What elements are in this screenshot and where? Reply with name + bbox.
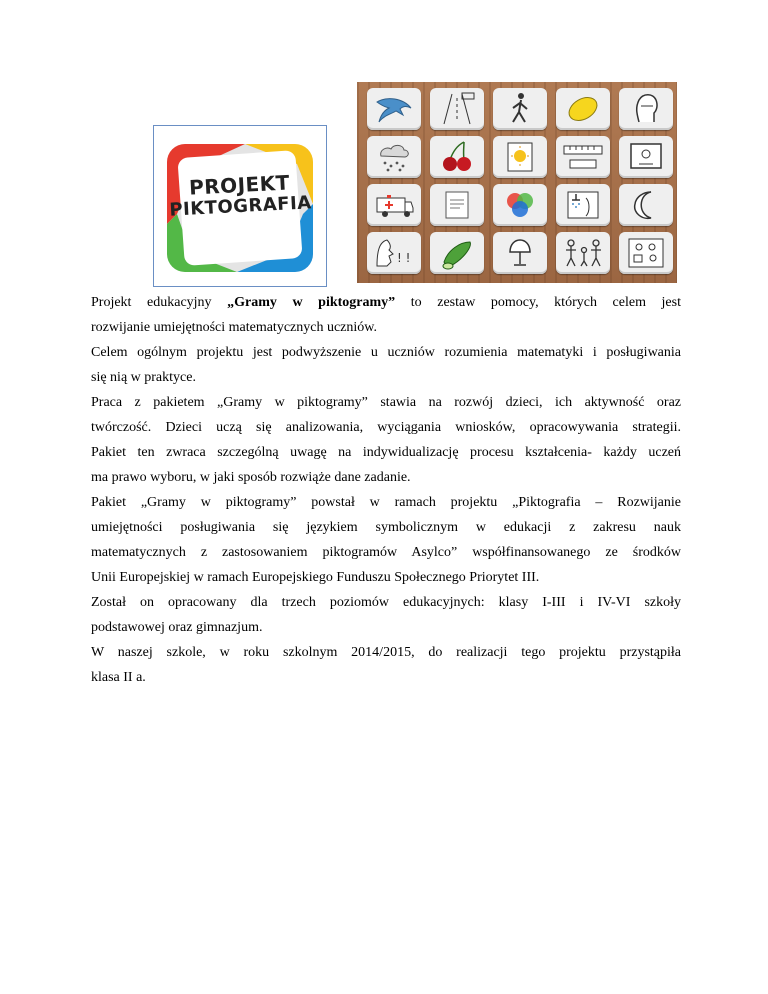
- lemon-icon: [556, 88, 610, 130]
- sunny-window-icon: [493, 136, 547, 178]
- pictogram-grid: [357, 82, 677, 283]
- paragraph-3-line-4: ma prawo wyboru, w jaki sposób rozwiąże dane zadanie.: [91, 470, 411, 485]
- paragraph-1-line-2: rozwijanie umiejętności matematycznych uczniów.: [91, 320, 377, 335]
- paragraph-4-line-1: Pakiet „Gramy w piktogramy” powstał w ramach projektu „Piktografia – Rozwijanie: [91, 495, 681, 510]
- lamp-icon: [493, 232, 547, 274]
- color-wheel-icon: [493, 184, 547, 226]
- shout-face-icon: [367, 232, 421, 274]
- dolphin-icon: [367, 88, 421, 130]
- walking-person-icon: [493, 88, 547, 130]
- projekt-piktografia-logo: [153, 125, 327, 287]
- paragraph-4-line-2: umiejętności posługiwania się językiem symbolicznym w edukacji z zakresu nauk: [91, 520, 681, 535]
- logo-card: [167, 144, 313, 272]
- paragraph-4-line-4: Unii Europejskiej w ramach Europejskiego Funduszu Społecznego Priorytet III.: [91, 570, 540, 585]
- document-body: [91, 290, 681, 690]
- paragraph-5-line-2: podstawowej oraz gimnazjum.: [91, 620, 263, 635]
- logo-line-1: PROJEKT: [188, 170, 291, 200]
- paragraph-6-line-1: W naszej szkole, w roku szkolnym 2014/2015, do realizacji tego projektu przystąpiła: [91, 645, 681, 660]
- ruler-box-icon: [556, 136, 610, 178]
- logo-text: [167, 170, 313, 222]
- road-sign-icon: [430, 88, 484, 130]
- paragraph-4-line-3: matematycznych z zastosowaniem piktogramów Asylco” współfinansowanego ze środków: [91, 545, 681, 560]
- p1-intro: Projekt edukacyjny: [91, 295, 228, 310]
- paragraph-3-line-2: twórczość. Dzieci uczą się analizowania, wyciągania wniosków, opracowywania strategii.: [91, 420, 681, 435]
- family-icon: [556, 232, 610, 274]
- paragraph-2-line-1: Celem ogólnym projektu jest podwyższenie u uczniów rozumienia matematyki i posługiwania: [91, 345, 681, 360]
- paragraph-3-line-1: Praca z pakietem „Gramy w piktogramy” stawia na rozwój dzieci, ich aktywność oraz: [91, 395, 681, 410]
- project-title-bold: „Gramy w piktogramy”: [227, 295, 396, 310]
- picture-frame-icon: [619, 136, 673, 178]
- paragraph-2-line-2: się nią w praktyce.: [91, 370, 196, 385]
- moon-icon: [619, 184, 673, 226]
- paragraph-1-line-1: [91, 290, 681, 315]
- rain-cloud-icon: [367, 136, 421, 178]
- shower-icon: [556, 184, 610, 226]
- paragraph-5-line-1: Został on opracowany dla trzech poziomów edukacyjnych: klasy I-III i IV-VI szkoły: [91, 595, 681, 610]
- cherries-icon: [430, 136, 484, 178]
- cucumber-icon: [430, 232, 484, 274]
- logo-line-2: PIKTOGRAFIA: [168, 192, 313, 221]
- p1-rest: to zestaw pomocy, których celem jest: [395, 295, 681, 310]
- paragraph-3-line-3: Pakiet ten zwraca szczególną uwagę na indywidualizację procesu kształcenia- każdy uczeń: [91, 445, 681, 460]
- head-profile-icon: [619, 88, 673, 130]
- document-icon: [430, 184, 484, 226]
- svg-text:! !: ! !: [397, 251, 411, 265]
- ambulance-icon: [367, 184, 421, 226]
- paragraph-6-line-2: klasa II a.: [91, 670, 146, 685]
- shapes-board-icon: [619, 232, 673, 274]
